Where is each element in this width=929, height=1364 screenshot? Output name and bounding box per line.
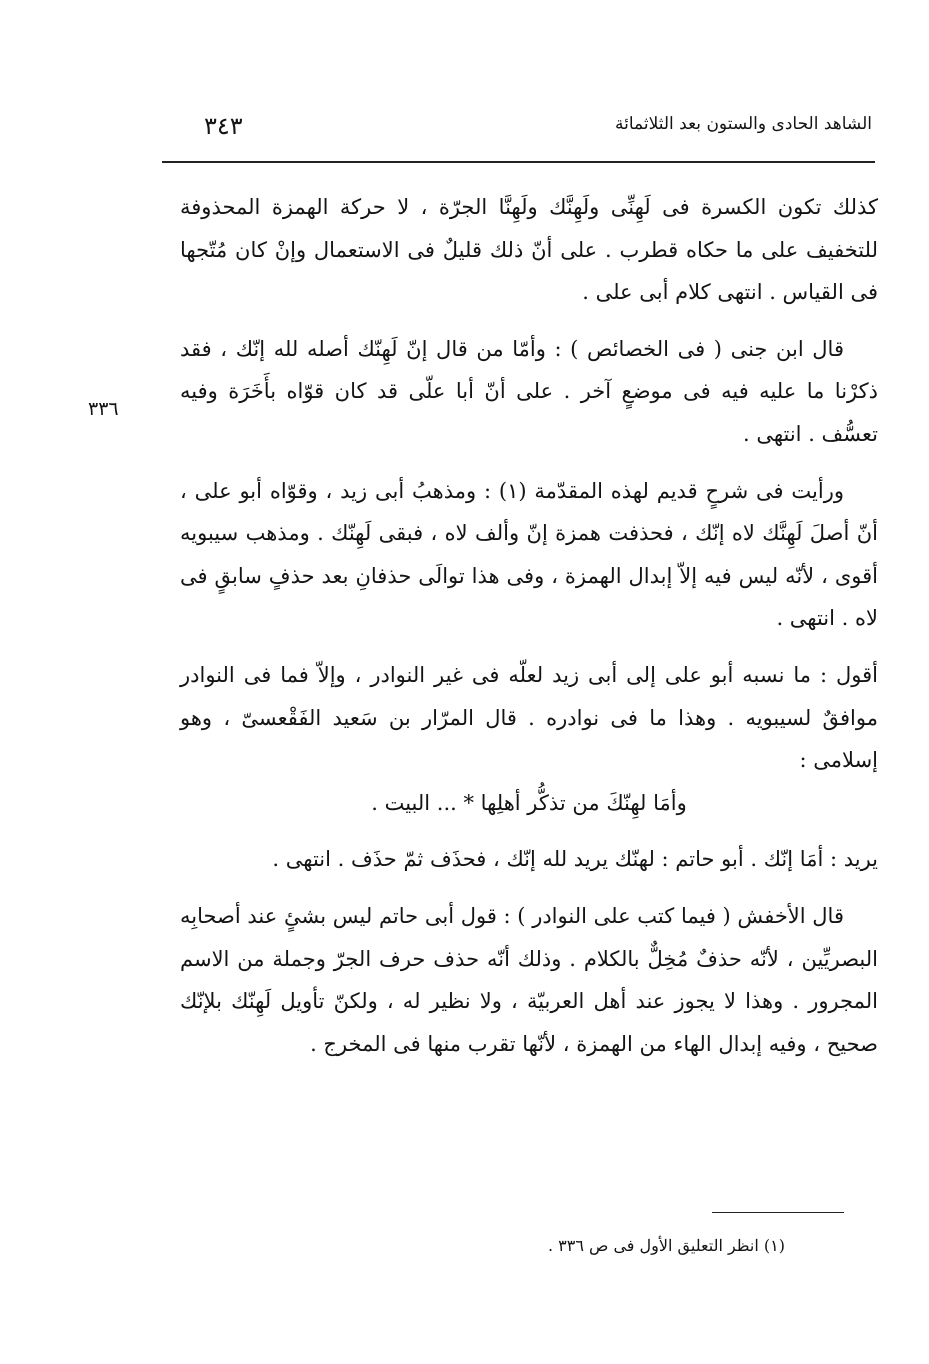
paragraph-gap: [180, 824, 878, 838]
paragraph: أقول : ما نسبه أبو على إلى أبى زيد لعلّه فى غير النوادر ، وإلاّ فما فى النوادر موافقٌ لسيبويه . وهذا ما فى نوادره . قال المرّار بن سَعيد الفَقْعسىّ ، وهو إسلامى :: [180, 662, 878, 773]
paragraph-gap: [180, 881, 878, 895]
body-text: [180, 186, 878, 1065]
paragraph: قال الأخفش ( فيما كتب على النوادر ) : قول أبى حاتم ليس بشئٍ عند أصحابِه البصريِّين ، لأنّه حذفٌ مُخِلٌّ بالكلام . وذلك أنّه حذف حرف الجرّ وجملة من الاسم المجرور . وهذا لا يجوز عند أهل العربيّة ، ولا نظير له ، ولكنّ تأويل لَهِنّك بلإنّك صحيح ، وفيه إبدال الهاء من الهمزة ، لأنّها تقرب منها فى المخرج .: [180, 903, 878, 1056]
verse-line: وأمَا لهِنّكَ من تذكُّر أهلِها * ... البيت .: [371, 790, 687, 815]
paragraph-gap: [180, 314, 878, 328]
running-title: الشاهد الحادى والستون بعد الثلاثمائة: [615, 114, 872, 134]
margin-page-reference: ٣٣٦: [88, 398, 119, 420]
paragraph-gap: [180, 456, 878, 470]
paragraph: ورأيت فى شرحٍ قديم لهذه المقدّمة (١) : ومذهبُ أبى زيد ، وقوّاه أبو على ، أنّ أصلَ لَهِنَّك لاه إنّك ، فحذفت همزة إنّ وألف لاه ، فبقى لَهِنّك . ومذهب سيبويه أقوى ، لأنّه ليس فيه إلاّ إبدال الهمزة ، وفى هذا توالَى حذفانِ بعد حذفٍ سابقٍ فى لاه . انتهى .: [180, 478, 878, 631]
footnote-rule: [712, 1212, 844, 1213]
paragraph-gap: [180, 640, 878, 654]
paragraph: كذلك تكون الكسرة فى لَهِنِّى ولَهِنَّك ولَهِنَّا الجرّة ، لا حركة الهمزة المحذوفة للتخفيف على ما حكاه قطرب . على أنّ ذلك قليلٌ فى الاستعمال وإنْ كان مُتّجها فى القياس . انتهى كلام أبى على .: [180, 195, 878, 305]
footnote: (١) انظر التعليق الأول فى ص ٣٣٦ .: [548, 1236, 785, 1255]
header-rule: [162, 161, 875, 163]
page-header: [162, 110, 872, 158]
paragraph: يريد : أمَا إنّك . أبو حاتم : لهنّك يريد لله إنّك ، فحذَف ثمّ حذَف . انتهى .: [272, 847, 878, 872]
page-number: ٣٤٣: [204, 112, 243, 140]
paragraph: قال ابن جنى ( فى الخصائص ) : وأمّا من قال إنّ لَهِنّك أصله لله إنّك ، فقد ذكرْنا ما عليه فيه فى موضعٍ آخر . على أنّ أبا علّى قد كان قوّاه بأَخَرَة وفيه تعسُّف . انتهى .: [180, 336, 878, 446]
